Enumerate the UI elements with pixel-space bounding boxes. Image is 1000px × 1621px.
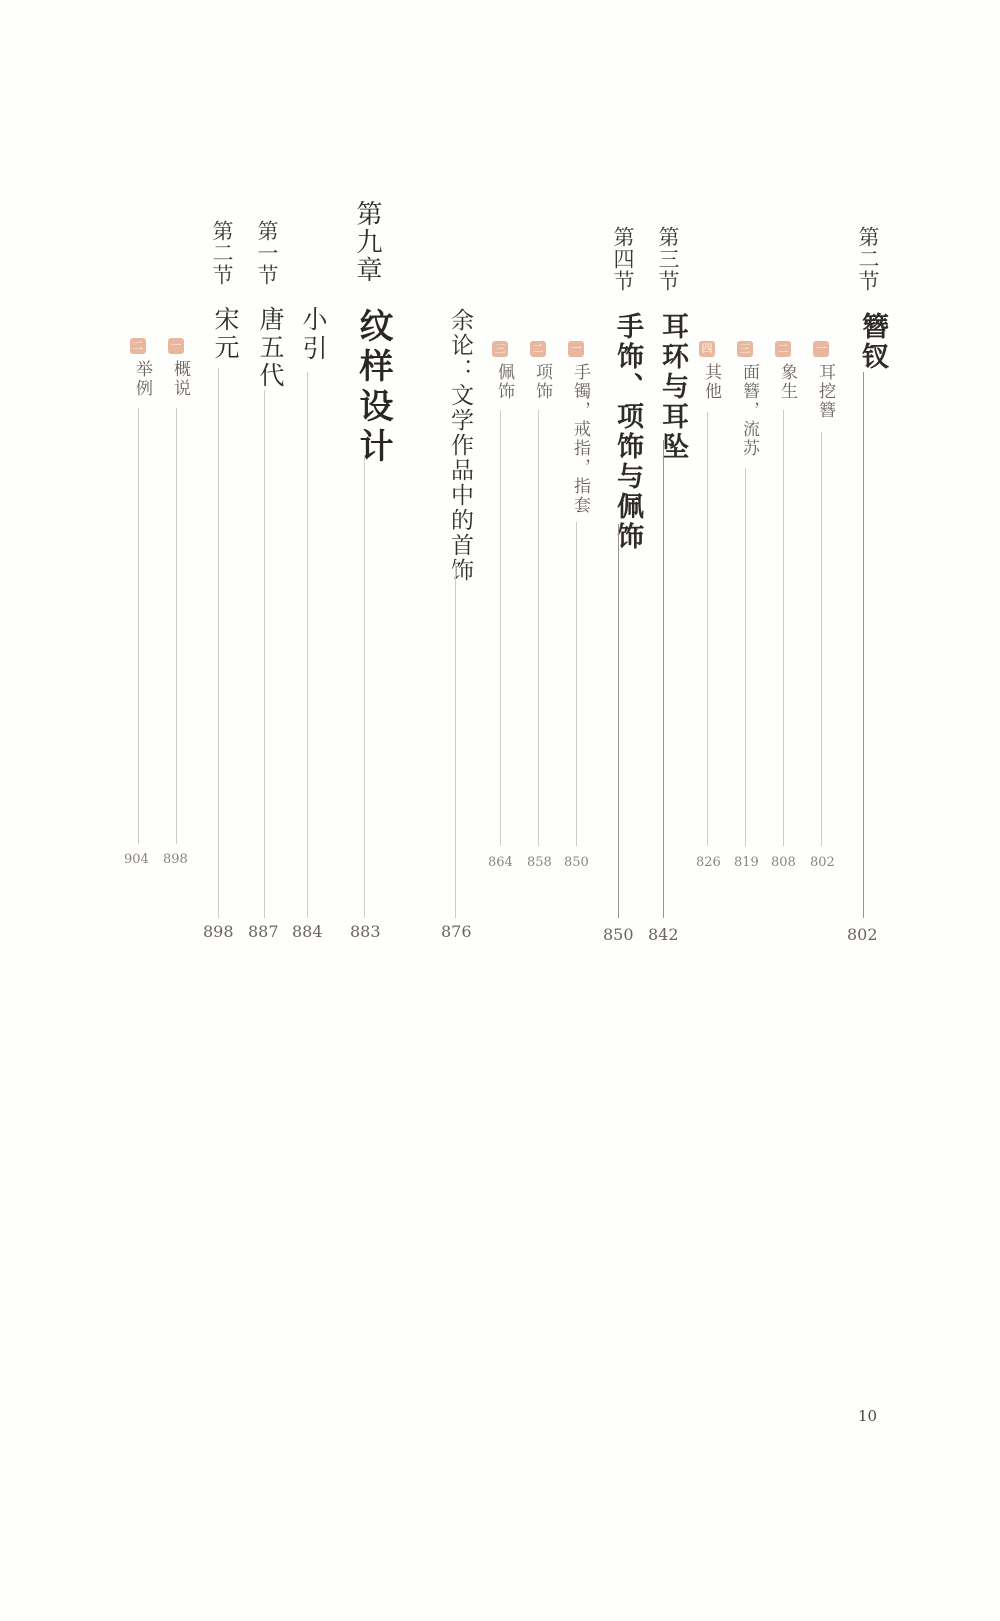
page-number: 842 [648, 925, 679, 944]
item-badge: 一 [168, 338, 184, 354]
page-number: 808 [771, 855, 796, 870]
leader-line [364, 456, 365, 918]
leader-line [663, 440, 664, 918]
page-number: 819 [734, 855, 759, 870]
page-number: 864 [488, 855, 513, 870]
toc-item[interactable] [568, 341, 593, 515]
leader-line [264, 390, 265, 918]
toc-intro[interactable] [295, 306, 331, 364]
page-number: 898 [203, 922, 234, 941]
toc-section-c1[interactable] [252, 220, 288, 390]
leader-line [745, 468, 746, 846]
intro-title: 小引 [299, 306, 328, 364]
section-label: 第一节 [255, 220, 279, 286]
section-label: 第三节 [656, 226, 680, 292]
page-number: 802 [847, 925, 878, 944]
page-number: 826 [696, 855, 721, 870]
toc-item[interactable] [699, 341, 724, 401]
item-title: 耳挖簪 [815, 363, 835, 420]
leader-line [138, 408, 139, 844]
section-label: 第二节 [856, 226, 880, 292]
section-label: 第四节 [611, 226, 635, 292]
page-number: 802 [810, 855, 835, 870]
toc-section-3[interactable] [653, 226, 692, 462]
page-number: 883 [350, 922, 381, 941]
item-badge: 四 [699, 341, 715, 357]
page-folio: 10 [858, 1407, 878, 1425]
item-title: 象生 [777, 363, 797, 401]
item-badge: 一 [813, 341, 829, 357]
toc-item[interactable] [737, 341, 762, 458]
item-title: 手镯，戒指，指套 [570, 363, 590, 515]
leader-line [307, 372, 308, 918]
toc-item[interactable] [168, 338, 193, 398]
item-badge: 二 [775, 341, 791, 357]
section-title: 宋元 [211, 306, 240, 362]
toc-item[interactable] [492, 341, 517, 401]
epilogue-title: 余论：文学作品中的首饰 [447, 308, 473, 583]
toc-item[interactable] [775, 341, 800, 401]
leader-line [783, 410, 784, 846]
section-title: 唐五代 [256, 306, 285, 390]
item-title: 其他 [701, 363, 721, 401]
section-title: 簪钗 [857, 312, 888, 372]
item-badge: 一 [568, 341, 584, 357]
leader-line [218, 368, 219, 918]
page-number: 898 [163, 852, 188, 867]
item-badge: 二 [530, 341, 546, 357]
leader-line [821, 432, 822, 846]
leader-line [863, 372, 864, 918]
item-title: 面簪，流苏 [739, 363, 759, 458]
leader-line [538, 410, 539, 846]
toc-section-4[interactable] [608, 226, 647, 552]
chapter-label: 第九章 [352, 200, 382, 284]
leader-line [707, 412, 708, 846]
item-title: 项饰 [532, 363, 552, 401]
toc-item[interactable] [530, 341, 555, 401]
leader-line [500, 410, 501, 846]
toc-item[interactable] [130, 338, 155, 398]
section-title: 手饰、项饰与佩饰 [612, 312, 643, 552]
item-badge: 二 [130, 338, 146, 354]
item-title: 佩饰 [494, 363, 514, 401]
section-label: 第二节 [210, 220, 234, 286]
page-number: 850 [564, 855, 589, 870]
page-number: 904 [124, 852, 149, 867]
toc-chapter-9[interactable] [349, 200, 398, 468]
toc-section-c2[interactable] [207, 220, 243, 362]
item-title: 概说 [170, 360, 190, 398]
item-badge: 三 [737, 341, 753, 357]
leader-line [618, 524, 619, 918]
chapter-title: 纹样设计 [353, 308, 393, 468]
leader-line [176, 408, 177, 844]
item-badge: 三 [492, 341, 508, 357]
toc-item[interactable] [813, 341, 838, 420]
page-number: 850 [603, 925, 634, 944]
page-number: 887 [248, 922, 279, 941]
toc-epilogue[interactable] [444, 308, 477, 583]
section-title: 耳环与耳坠 [657, 312, 688, 462]
leader-line [455, 560, 456, 918]
item-title: 举例 [132, 360, 152, 398]
leader-line [576, 522, 577, 846]
toc-section-2[interactable] [853, 226, 892, 372]
page-number: 876 [441, 922, 472, 941]
page-number: 884 [292, 922, 323, 941]
page-number: 858 [527, 855, 552, 870]
